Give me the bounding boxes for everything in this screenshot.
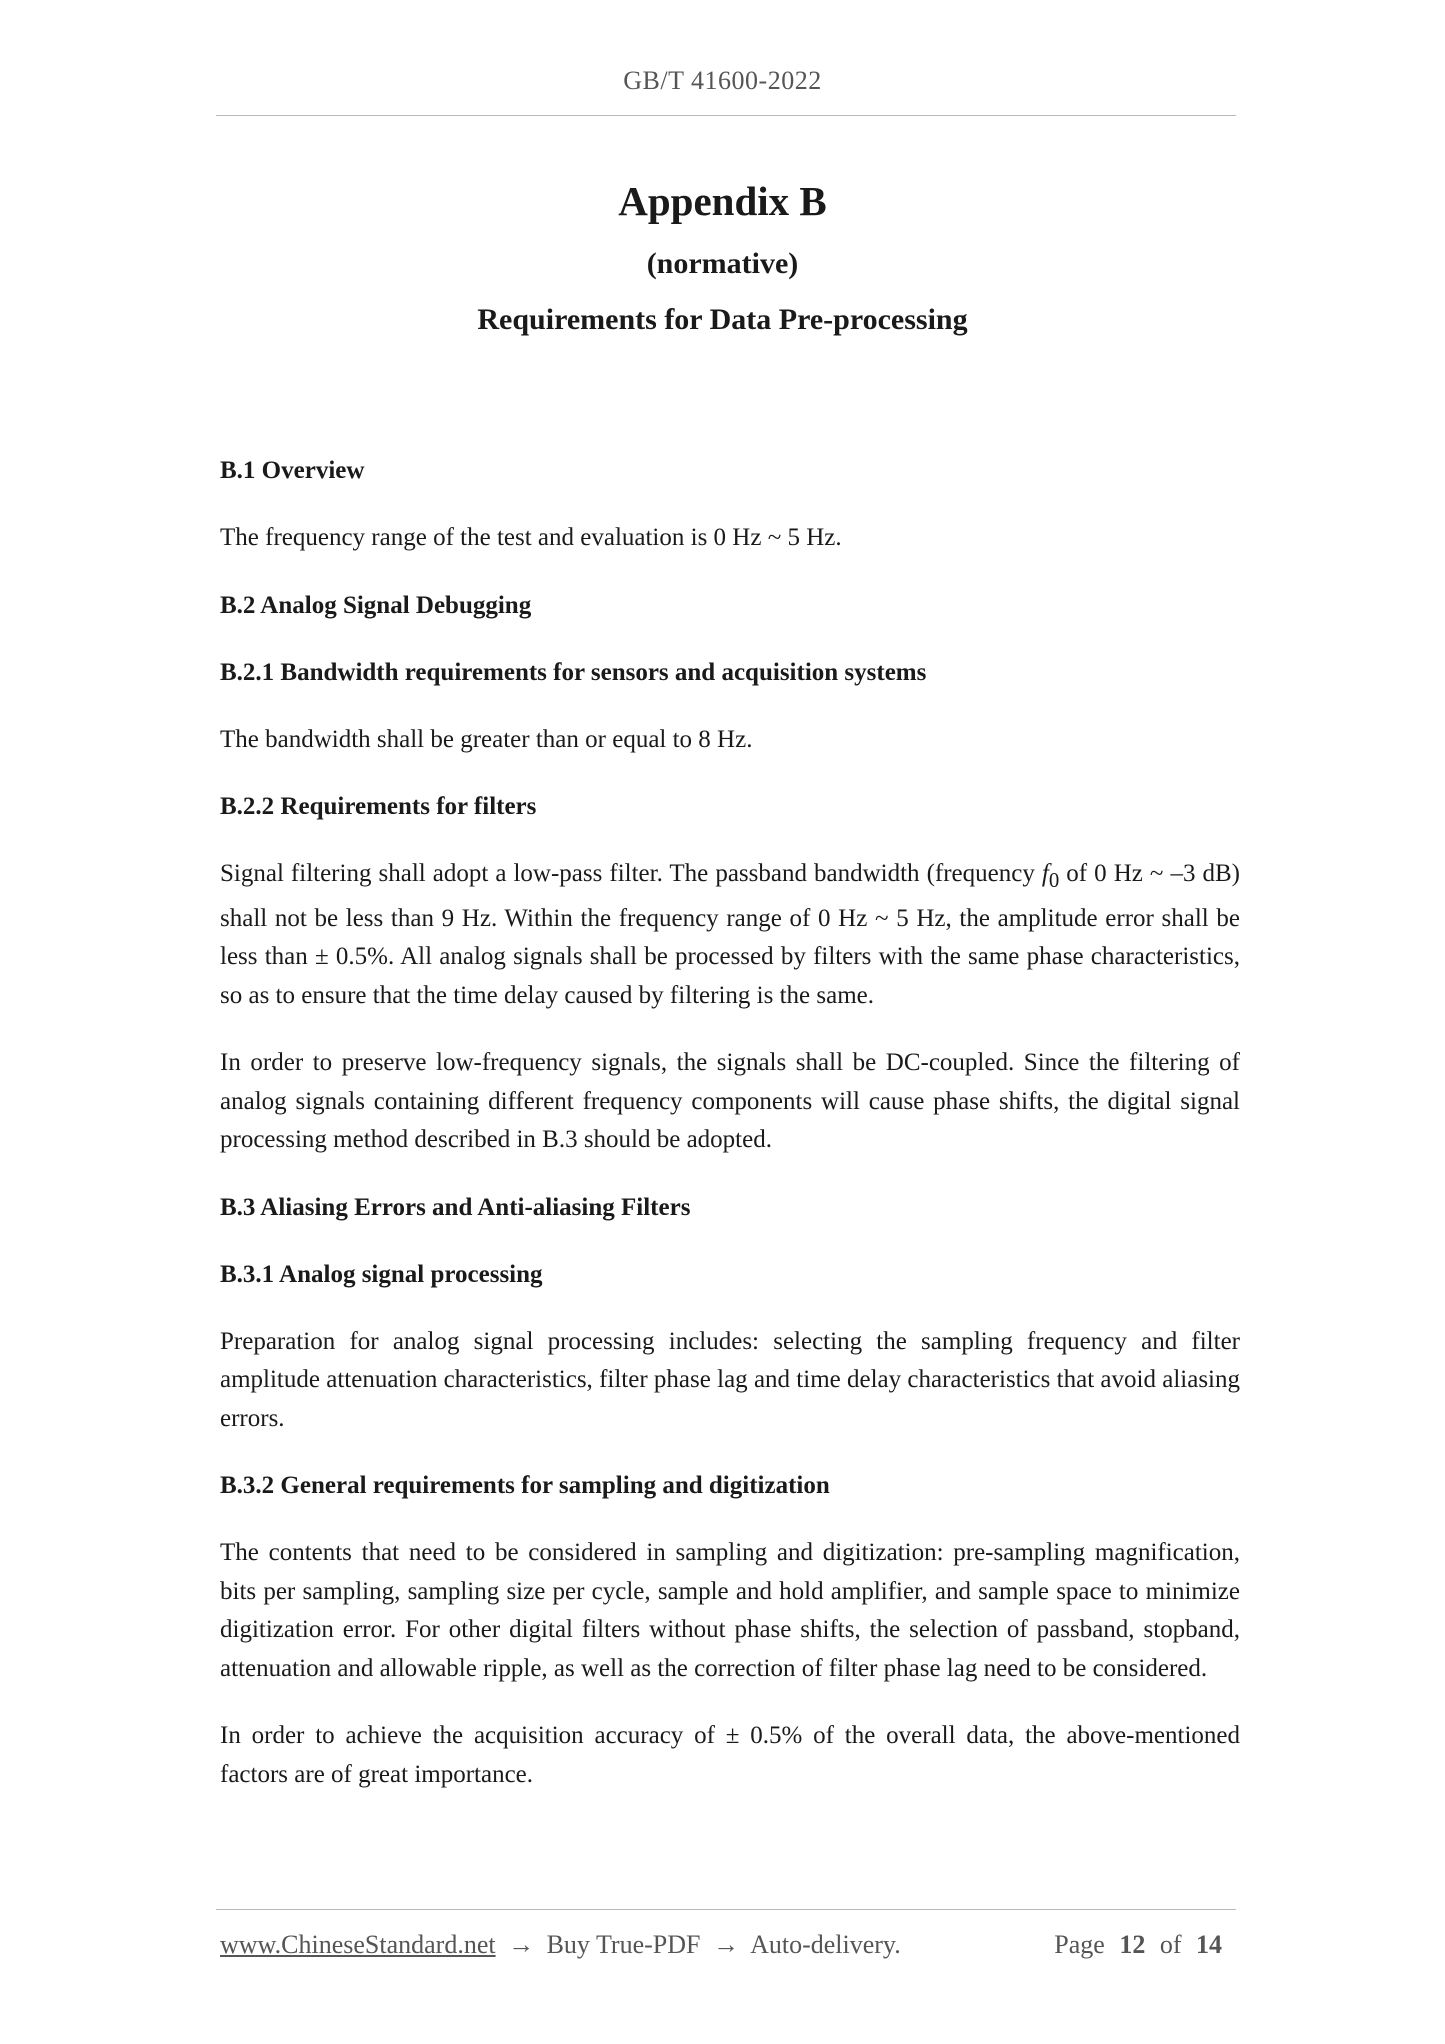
paragraph-b32-accuracy: In order to achieve the acquisition accuracy of ± 0.5% of the overall data, the above-mentioned factors are of great importance. [220, 1722, 1240, 1788]
section-heading-b1: B.1 Overview [220, 457, 365, 484]
page-indicator [1054, 1930, 1230, 1960]
document-standard-code: GB/T 41600-2022 [623, 66, 822, 95]
auto-delivery-text: Auto-delivery. [750, 1930, 901, 1959]
appendix-title-block [0, 172, 1445, 340]
document-body [220, 452, 1240, 1823]
page-label: Page [1054, 1930, 1105, 1959]
paragraph-b22-filter [220, 855, 1240, 1015]
appendix-subtitle: Requirements for Data Pre-processing [477, 303, 968, 336]
right-arrow-icon: → [508, 1930, 535, 1959]
page-footer [220, 1930, 1230, 1960]
section-heading-b21: B.2.1 Bandwidth requirements for sensors and acquisition systems [220, 658, 927, 686]
current-page-number: 12 [1119, 1930, 1146, 1959]
total-page-number: 14 [1196, 1930, 1222, 1959]
section-heading-b3: B.3 Aliasing Errors and Anti-aliasing Filters [220, 1193, 691, 1221]
frequency-subscript: 0 [1048, 868, 1060, 892]
paragraph-b22-dc-coupling: In order to preserve low-frequency signals, the signals shall be DC-coupled. Since the filtering of analog signals containing different frequency components will cause phase shifts, the digital signal processing method described in B.3 should be adopted. [220, 1049, 1240, 1153]
site-link[interactable]: www.ChineseStandard.net [220, 1930, 496, 1959]
appendix-type: (normative) [646, 247, 799, 280]
paragraph-b1: The frequency range of the test and evaluation is 0 Hz ~ 5 Hz. [220, 524, 842, 551]
right-arrow-icon: → [713, 1930, 739, 1959]
paragraph-b22-text-start: Signal filtering shall adopt a low-pass filter. The passband bandwidth (frequency [220, 860, 1042, 887]
section-heading-b2: B.2 Analog Signal Debugging [220, 591, 532, 619]
buy-pdf-text: Buy True-PDF [546, 1930, 701, 1959]
paragraph-b22-text-end: of 0 Hz ~ –3 dB) shall not be less than 9 Hz. Within the frequency range of 0 Hz ~ 5 Hz, the amplitude error shall be less than ± 0.5%. All analog signals shall be processed by filters with the same phase characteristics, so as to ensure that the time delay caused by filtering is the same. [220, 860, 1240, 1009]
section-heading-b31: B.3.1 Analog signal processing [220, 1260, 543, 1288]
page-of-label: of [1159, 1930, 1182, 1959]
section-heading-b22: B.2.2 Requirements for filters [220, 793, 537, 820]
footer-divider [216, 1909, 1236, 1910]
footer-promo [220, 1930, 901, 1960]
paragraph-b32-sampling: The contents that need to be considered in sampling and digitization: pre-sampling magnification, bits per sampling, sampling size per cycle, sample and hold amplifier, and sample space to minimize digitization error. For other digital filters without phase shifts, the selection of passband, stopband, attenuation and allowable ripple, as well as the correction of filter phase lag need to be considered. [220, 1539, 1240, 1682]
header-divider [216, 115, 1236, 116]
section-heading-b32: B.3.2 General requirements for sampling and digitization [220, 1472, 830, 1499]
frequency-symbol: f [1041, 860, 1049, 887]
appendix-title: Appendix B [618, 178, 827, 224]
paragraph-b31: Preparation for analog signal processing includes: selecting the sampling frequency and filter amplitude attenuation characteristics, filter phase lag and time delay characteristics that avoid aliasing errors. [220, 1327, 1240, 1432]
paragraph-b21: The bandwidth shall be greater than or equal to 8 Hz. [220, 725, 753, 753]
